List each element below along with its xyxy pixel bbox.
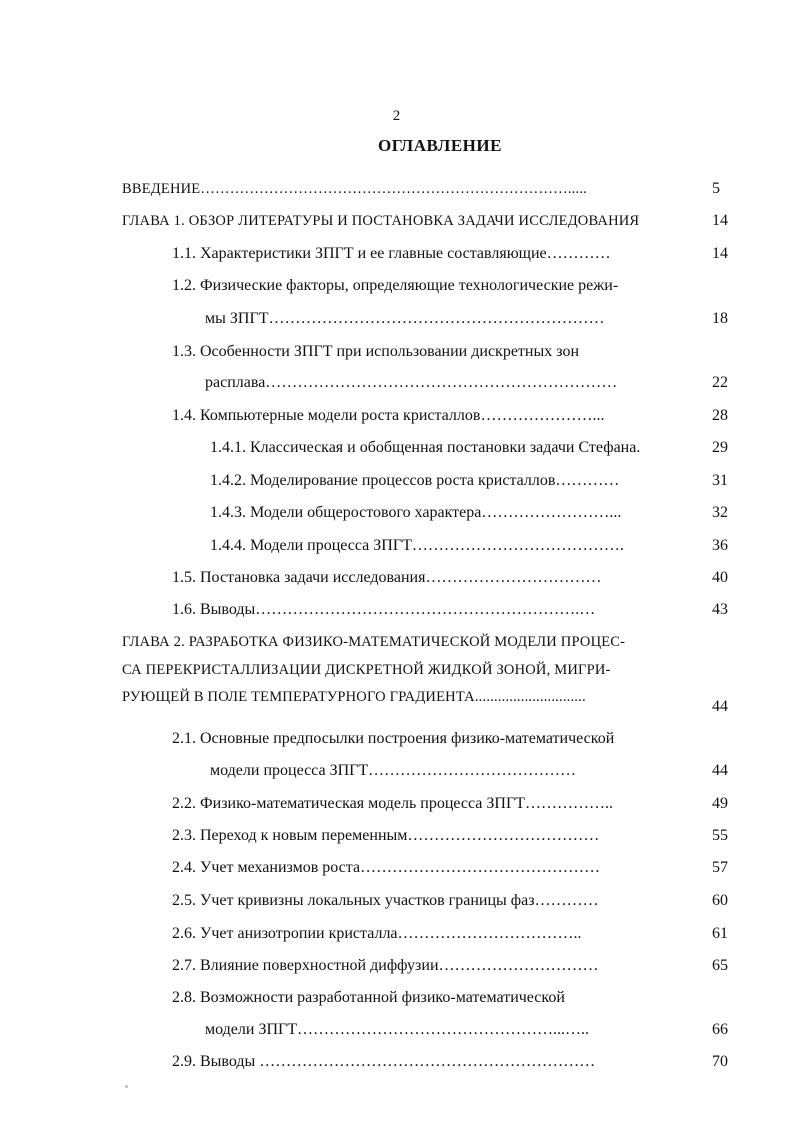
toc-page-2-3: 55 (712, 827, 728, 844)
toc-entry-2-5: 2.5. Учет кривизны локальных участков границы фаз………… (172, 892, 599, 909)
toc-entry-1-4: 1.4. Компьютерные модели роста кристаллов…………………... (172, 407, 605, 424)
toc-entry-chapter-2-cont-2: РУЮЩЕЙ В ПОЛЕ ТЕМПЕРАТУРНОГО ГРАДИЕНТА............................. (122, 689, 586, 705)
page-number: 2 (392, 108, 401, 124)
page-title: ОГЛАВЛЕНИЕ (378, 136, 502, 155)
toc-entry-2-1-cont: модели процесса ЗПГТ………………………………… (210, 762, 577, 779)
toc-entry-2-7: 2.7. Влияние поверхностной диффузии………………………… (172, 957, 599, 974)
toc-page-2-2: 49 (712, 795, 728, 812)
toc-page-chapter-1: 14 (712, 212, 728, 229)
toc-entry-1-2: 1.2. Физические факторы, определяющие технологические режи- (172, 277, 619, 294)
toc-entry-1-4-1: 1.4.1. Классическая и обобщенная постановки задачи Стефана. (210, 439, 641, 456)
toc-page-1-5: 40 (712, 569, 728, 586)
toc-page-2-4: 57 (712, 859, 728, 876)
toc-page-1-4-1: 29 (712, 439, 728, 456)
toc-page-1-4-4: 36 (712, 537, 728, 554)
toc-entry-1-2-cont: мы ЗПГТ……………………………………………………… (205, 310, 605, 327)
toc-entry-2-3: 2.3. Переход к новым переменным……………………………… (172, 827, 600, 844)
toc-entry-1-1: 1.1. Характеристики ЗПГТ и ее главные составляющие………… (172, 245, 611, 262)
toc-entry-chapter-2-cont-1: СА ПЕРЕКРИСТАЛЛИЗАЦИИ ДИСКРЕТНОЙ ЖИДКОЙ ЗОНОЙ, МИГРИ- (122, 662, 611, 678)
toc-page-2-6: 61 (712, 925, 728, 942)
toc-entry-2-4: 2.4. Учет механизмов роста……………………………………… (172, 859, 601, 876)
toc-entry-1-4-4: 1.4.4. Модели процесса ЗПГТ…………………………………. (210, 537, 624, 554)
toc-page-1-1: 14 (712, 245, 728, 262)
toc-page-chapter-2: 44 (712, 698, 728, 715)
toc-entry-2-1: 2.1. Основные предпосылки построения физико-математической (172, 730, 615, 747)
toc-page-intro: 5 (712, 180, 720, 197)
toc-entry-2-8-cont: модели ЗПГТ…………………………………………...….. (205, 1021, 590, 1038)
toc-page-2-5: 60 (712, 892, 728, 909)
toc-page-1-4-3: 32 (712, 504, 728, 521)
toc-entry-2-8: 2.8. Возможности разработанной физико-математической (172, 989, 565, 1006)
toc-page-1-3: 22 (712, 374, 728, 391)
toc-entry-1-3: 1.3. Особенности ЗПГТ при использовании дискретных зон (172, 343, 580, 360)
toc-entry-1-4-2: 1.4.2. Моделирование процессов роста кристаллов………… (210, 472, 620, 489)
toc-entry-2-9: 2.9. Выводы ……………………………………………………… (172, 1053, 596, 1070)
scan-speck (125, 1085, 128, 1088)
toc-entry-intro: ВВЕДЕНИЕ…………………………………………………………………..... (122, 181, 587, 197)
toc-entry-2-2: 2.2. Физико-математическая модель процесса ЗПГТ…………….. (172, 795, 613, 812)
toc-page-1-4-2: 31 (712, 472, 728, 489)
toc-entry-chapter-1: ГЛАВА 1. ОБЗОР ЛИТЕРАТУРЫ И ПОСТАНОВКА ЗАДАЧИ ИССЛЕДОВАНИЯ (122, 213, 640, 229)
toc-page-2-9: 70 (712, 1053, 728, 1070)
toc-page-1-2: 18 (712, 310, 728, 327)
toc-entry-1-3-cont: расплава………………………………………………………… (205, 374, 618, 391)
toc-page-1-4: 28 (712, 407, 728, 424)
toc-entry-1-4-3: 1.4.3. Модели общеростового характера……………………... (210, 504, 622, 521)
toc-page-1-6: 43 (712, 601, 728, 618)
toc-page-2-1: 44 (712, 762, 728, 779)
toc-entry-chapter-2: ГЛАВА 2. РАЗРАБОТКА ФИЗИКО-МАТЕМАТИЧЕСКОЙ МОДЕЛИ ПРОЦЕС- (122, 634, 626, 650)
toc-entry-1-5: 1.5. Постановка задачи исследования…………………………… (172, 569, 602, 586)
toc-entry-2-6: 2.6. Учет анизотропии кристалла…………………………….. (172, 925, 582, 942)
toc-page-2-8: 66 (712, 1021, 728, 1038)
toc-entry-1-6: 1.6. Выводы…………………………………………………….… (172, 601, 596, 618)
toc-page-2-7: 65 (712, 957, 728, 974)
